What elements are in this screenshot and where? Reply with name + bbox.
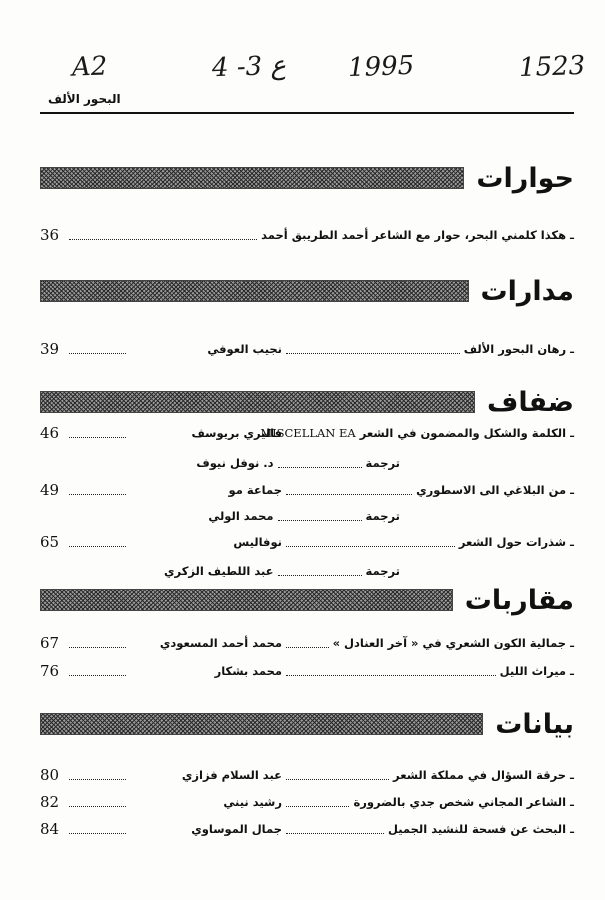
section-header-madarat: [40, 273, 574, 309]
entry-author: نوفاليس: [233, 535, 282, 549]
handwritten-issue: ع 3- 4: [211, 50, 287, 84]
handwritten-code: A2: [71, 51, 108, 83]
section-header-difaf: [40, 384, 574, 420]
page-number: 65: [40, 533, 60, 551]
entry-title: ـ جمالية الكون الشعري في « آخر العنادل »: [332, 636, 574, 650]
entry-title: ـ من البلاغي الى الاسطوري: [416, 483, 574, 497]
page-cell: [40, 340, 130, 358]
entry-title: ـ هكذا كلمني البحر، حوار مع الشاعر أحمد الطريبق أحمد: [261, 228, 574, 242]
toc-entry[interactable]: [40, 793, 574, 811]
toc-entry[interactable]: [40, 226, 574, 244]
title-cell: [282, 664, 574, 678]
entry-author: جماعة مو: [228, 483, 282, 497]
page-number: 39: [40, 340, 60, 358]
translator-name: د. نوفل نيوف: [196, 456, 274, 470]
section-bar: [40, 391, 475, 413]
dot-leader: [278, 520, 362, 521]
section-bar: [40, 280, 469, 302]
title-cell: [282, 636, 574, 650]
section-title: حوارات: [476, 162, 574, 194]
translation-label: ترجمة: [365, 564, 400, 578]
author-cell: [130, 768, 282, 782]
toc-entry[interactable]: [40, 634, 574, 652]
translator-line: [170, 454, 400, 472]
dot-leader: [69, 675, 126, 676]
dot-leader: [278, 575, 362, 576]
toc-entry[interactable]: [40, 820, 574, 838]
toc-entry[interactable]: [40, 533, 574, 551]
section-header-bayanat: [40, 706, 574, 742]
entry-author: رشيد نيني: [223, 795, 282, 809]
author-cell: [130, 483, 282, 497]
dot-leader: [286, 353, 460, 354]
section-header-hiwarat: [40, 160, 574, 196]
title-cell: [282, 822, 574, 836]
section-bar: [40, 713, 483, 735]
page-cell: [40, 226, 261, 244]
page-cell: [40, 424, 130, 442]
toc-entry[interactable]: [40, 340, 574, 358]
translator-name: عبد اللطيف الزكري: [164, 564, 274, 578]
entry-author: نجيب العوفي: [207, 342, 282, 356]
dot-leader: [69, 647, 126, 648]
page-number: 46: [40, 424, 60, 442]
page-cell: [40, 793, 130, 811]
dot-leader: [278, 467, 362, 468]
title-cell: [282, 483, 574, 497]
author-cell: [130, 636, 282, 650]
dot-leader: [69, 806, 126, 807]
author-cell: [130, 664, 282, 678]
dot-leader: [286, 675, 496, 676]
page-cell: [40, 481, 130, 499]
dot-leader: [69, 833, 126, 834]
entry-title: ـ الكلمة والشكل والمضمون في الشعر: [359, 426, 574, 440]
dot-leader: [69, 239, 257, 240]
dot-leader: [286, 806, 349, 807]
page-number: 49: [40, 481, 60, 499]
toc-entry[interactable]: [40, 481, 574, 499]
toc-entry[interactable]: [40, 662, 574, 680]
section-bar: [40, 167, 464, 189]
page-cell: [40, 533, 130, 551]
dot-leader: [69, 494, 126, 495]
page-cell: [40, 820, 130, 838]
page-cell: [40, 766, 130, 784]
author-cell: [130, 822, 282, 836]
dot-leader: [69, 779, 126, 780]
header-rule: [40, 112, 574, 114]
page-cell: [40, 662, 130, 680]
entry-title: ـ الشاعر المجاني شخص جدي بالضرورة: [353, 795, 574, 809]
entry-latin-title: MISCELLAN EA: [260, 426, 356, 440]
translator-name: محمد الولي: [208, 509, 274, 523]
entry-author: محمد أحمد المسعودي: [159, 636, 282, 650]
entry-title: ـ ميراث الليل: [499, 664, 574, 678]
author-cell: [130, 795, 282, 809]
dot-leader: [286, 647, 329, 648]
page-number: 80: [40, 766, 60, 784]
section-header-muqarabat: [40, 582, 574, 618]
dot-leader: [286, 494, 412, 495]
author-cell: [130, 342, 282, 356]
entry-author: جمال الموساوي: [191, 822, 282, 836]
dot-leader: [69, 437, 126, 438]
handwritten-number: 1523: [518, 50, 586, 84]
page-number: 84: [40, 820, 60, 838]
dot-leader: [286, 546, 455, 547]
dot-leader: [69, 546, 126, 547]
entry-author: فاليري بريوسف: [191, 426, 282, 440]
entry-author: محمد بشكار: [214, 664, 282, 678]
page-number: 76: [40, 662, 60, 680]
translation-label: ترجمة: [365, 456, 400, 470]
dot-leader: [286, 833, 384, 834]
page-number: 67: [40, 634, 60, 652]
toc-entry[interactable]: [40, 424, 574, 442]
title-cell: [282, 342, 574, 356]
entry-title: ـ البحث عن فسحة للنشيد الجميل: [387, 822, 574, 836]
author-cell: [130, 535, 282, 549]
title-cell: [282, 535, 574, 549]
entry-title: ـ حرقة السؤال في مملكة الشعر: [393, 768, 574, 782]
title-cell: [260, 426, 574, 440]
title-cell: [282, 795, 574, 809]
section-title: مقاربات: [464, 584, 574, 616]
dot-leader: [69, 353, 126, 354]
section-bar: [40, 589, 453, 611]
masthead-title: البحور الألف: [48, 92, 121, 106]
author-cell: [130, 426, 282, 440]
entry-title: ـ شذرات حول الشعر: [458, 535, 574, 549]
section-title: ضفاف: [486, 386, 574, 418]
page-cell: [40, 634, 130, 652]
dot-leader: [286, 779, 389, 780]
translator-line: [164, 562, 400, 580]
section-title: بيانات: [495, 708, 574, 740]
entry-author: عبد السلام فزازي: [181, 768, 282, 782]
handwritten-year: 1995: [347, 50, 415, 84]
title-cell: [282, 768, 574, 782]
section-title: مدارات: [480, 275, 574, 307]
page-number: 82: [40, 793, 60, 811]
toc-entry[interactable]: [40, 766, 574, 784]
translator-line: [170, 507, 400, 525]
translation-label: ترجمة: [365, 509, 400, 523]
entry-title: ـ رهان البحور الألف: [463, 342, 574, 356]
page-number: 36: [40, 226, 60, 244]
